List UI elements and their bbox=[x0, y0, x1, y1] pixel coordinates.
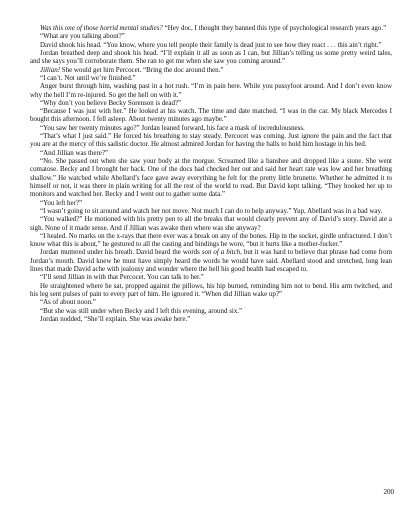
text-run: “I can’t. Not until we’re finished.” bbox=[40, 73, 136, 82]
paragraph bbox=[30, 207, 392, 215]
paragraph bbox=[30, 132, 392, 149]
paragraph bbox=[30, 99, 392, 107]
text-run: “I healed. No marks on the x-rays that there ever was a break on any of the bones. Hip in the socket, girdle unfractured. I don’t know what this is about,” he gestured to all the casting and bindings he wore, “but it hurts like a mother-fucker.” bbox=[30, 231, 392, 249]
text-run: “I’ll send Jillian in with that Percocet. You can talk to her.” bbox=[40, 273, 204, 282]
text-run: Jordan muttered under his breath. David heard the words bbox=[40, 248, 202, 257]
text-run: Anger burst through him, washing past in a hot rush. “I’m in pain here. While you pussyfoot around. And I don’t even know why the hell I’m re-injured. So get the hell on with it.” bbox=[30, 82, 392, 99]
text-run: “I wasn’t going to sit around and watch her not move. Not much I can do to help anyway.” Yup, Abellard was in a bad way. bbox=[40, 206, 383, 215]
text-run: “No. She passed out when she saw your body at the morgue. Screamed like a banshee and dropped like a stone. She went comatose. Becky and I brought her back. One of the docs had checked her out and said her heart rate was low and her breathing shallow.” He watched while Abellard’s face gave away everything he felt for the pretty little brunette. Whether he admitted it to himself or not, it was there in plain writing for all the rest of the world to read. But David kept talking. “They hooked her up to monitors and watched her. Becky and I went out to gather some data.” bbox=[30, 157, 392, 199]
paragraph bbox=[30, 41, 392, 49]
italic-text: Was this one of those horrid mental studies? bbox=[40, 24, 163, 32]
text-run: “And Jillian was there?” bbox=[40, 148, 108, 157]
text-run: “You walked?” He motioned with his pretty pen to all the breaks that would clearly prevent any of David’s story. David ate a sigh. None of it made sense. And if Jillian was awake then where was she anyway? bbox=[30, 215, 392, 232]
text-run: David shook his head. “You know, where you tell people their family is dead just to see how they react . . . this ain’t right.” bbox=[40, 40, 382, 49]
paragraph bbox=[30, 315, 392, 323]
paragraph bbox=[30, 49, 392, 66]
text-run: “Hey doc, I thought they banned this type of psychological research years ago.” bbox=[162, 24, 387, 32]
text-run: She would get him Percocet. “Bring the doc around then.” bbox=[60, 65, 224, 74]
paragraph bbox=[30, 74, 392, 82]
paragraph bbox=[30, 307, 392, 315]
paragraph bbox=[30, 298, 392, 306]
text-run: “What are you talking about?” bbox=[40, 32, 125, 41]
paragraph bbox=[30, 157, 392, 199]
paragraph bbox=[30, 124, 392, 132]
paragraph bbox=[30, 273, 392, 281]
text-run: “Because I was just with her.” He looked at his watch. The time and date matched. “I was in the car. My black Mercedes I bought this afternoon. I fell asleep. About twenty minutes ago maybe.” bbox=[30, 107, 392, 124]
text-run: “That’s what I just said.” He forced his breathing to stay steady. Percocet was coming. Just ignore the pain and the fact that you are at the mercy of this sadistic doctor. He almost admired Jordan for having the balls to hold him hostage in his bed. bbox=[30, 132, 392, 149]
paragraph bbox=[30, 66, 392, 74]
paragraph bbox=[30, 215, 392, 232]
paragraph bbox=[30, 282, 392, 299]
paragraph bbox=[30, 24, 392, 32]
text-run: “You left her?” bbox=[40, 198, 83, 207]
text-run: “Why don’t you believe Becky Sorenson is dead?” bbox=[40, 98, 182, 107]
italic-text: Jillian! bbox=[40, 65, 61, 74]
italic-text: son of a bitch bbox=[201, 248, 241, 257]
text-run: “You saw her twenty minutes ago?” Jordan leaned forward, his face a mask of incredulousness. bbox=[40, 123, 305, 132]
body-text bbox=[30, 24, 392, 323]
paragraph bbox=[30, 82, 392, 99]
text-run: Jordan breathed deep and shook his head. “I’ll explain it all as soon as I can, but Jillian’s telling us some pretty weird tales, and she says you’ll corroborate them. She ran to get me when she saw you coming around.” bbox=[30, 48, 392, 66]
text-run: Jordan nodded, “She’ll explain. She was awake here.” bbox=[40, 314, 191, 323]
paragraph bbox=[30, 32, 392, 40]
text-run: He straightened where he sat, propped against the pillows, his hip burned, reminding him not to bend. His arm twitched, and his leg sent pulses of pain to every part of him. He ignored it. “When did Jillian wake up?” bbox=[30, 281, 392, 298]
text-run: “But she was still under when Becky and I left this evening, around six.” bbox=[40, 306, 243, 315]
text-run: “As of about noon.” bbox=[40, 298, 96, 307]
paragraph bbox=[30, 248, 392, 273]
paragraph bbox=[30, 232, 392, 249]
paragraph bbox=[30, 199, 392, 207]
text-run: , but it was hard to believe that phrase had come from Jordan’s mouth. David knew he must have simply heard the words he would have said. Abellard stood and stretched, long lean lines that made David ache with jealousy and wonder where the hell his good health had escaped to. bbox=[30, 248, 393, 274]
page-number: 200 bbox=[383, 488, 394, 496]
paragraph bbox=[30, 107, 392, 124]
paragraph bbox=[30, 149, 392, 157]
